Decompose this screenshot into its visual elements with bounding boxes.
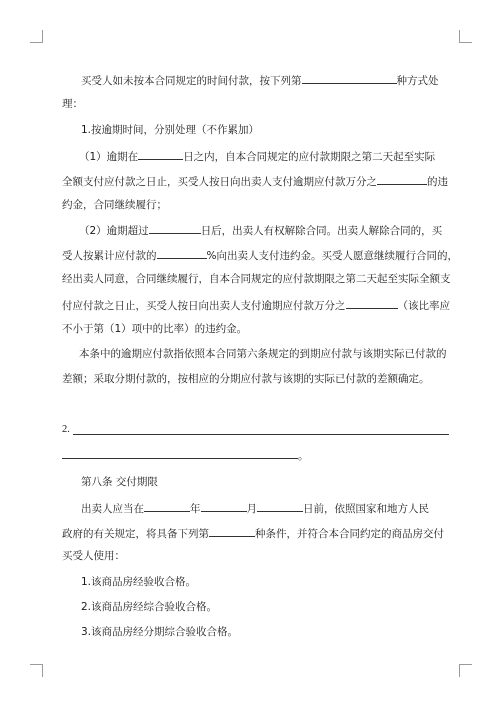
article8-line2: [62, 525, 444, 541]
condition-item-2: 2.该商品房经综合验收合格。: [81, 601, 218, 613]
text: 受人按累计应付款的: [62, 250, 157, 262]
days-blank: [149, 222, 201, 234]
month-blank: [201, 500, 247, 512]
option2-end: 。: [298, 450, 309, 462]
text: 出卖人应当在: [81, 503, 144, 515]
item2-line2: [62, 247, 458, 263]
option2-blank-line1: [73, 434, 449, 435]
item2-line4: [62, 297, 450, 313]
item2-line3: 经出卖人同意，合同继续履行，自本合同规定的应付款期限之第二天起至实际全额支: [62, 273, 451, 285]
text: 年: [190, 503, 201, 515]
item1-line1: [79, 148, 435, 164]
crop-mark-top-right: [459, 30, 472, 43]
text: 月: [246, 503, 257, 515]
text: 种条件，并符合本合同约定的商品房交付: [255, 528, 444, 540]
option2-blank-line2: [62, 458, 298, 459]
day-blank: [257, 500, 303, 512]
definition-line1: 本条中的逾期应付款指依照本合同第六条规定的到期应付款与该期实际已付款的: [79, 348, 447, 360]
section-heading-overdue: 1.按逾期时间，分别处理（不作累加）: [81, 124, 260, 136]
text: 付应付款之日止，买受人按日向出卖人支付逾期应付款万分之: [62, 300, 346, 312]
text: 日之内，自本合同规定的应付款期限之第二天起至实际: [183, 151, 436, 163]
article8-title: 第八条 交付期限: [81, 476, 158, 488]
rate-blank: [346, 297, 398, 309]
text: （该比率应: [397, 300, 450, 312]
crop-mark-bottom-left: [30, 664, 43, 677]
text: （2）逾期超过: [79, 225, 149, 237]
payment-method-line-end: 理：: [62, 98, 83, 110]
item1-line2: [62, 173, 448, 189]
item1-line3: 约金，合同继续履行；: [62, 199, 167, 211]
text: 买受人如未按本合同规定的时间付款，按下列第: [81, 75, 302, 87]
text: 日前，依照国家和地方人民: [303, 503, 429, 515]
text: （1）逾期在: [79, 151, 139, 163]
option2-number: 2.: [62, 424, 70, 435]
text: %向出卖人支付违约金。买受人愿意继续履行合同的，: [206, 250, 458, 262]
condition-item-1: 1.该商品房经验收合格。: [81, 576, 197, 588]
crop-mark-bottom-right: [459, 664, 472, 677]
crop-mark-top-left: [30, 30, 43, 43]
percent-blank: [157, 247, 207, 259]
method-blank: [302, 72, 397, 84]
text: 政府的有关规定，将具备下列第: [62, 528, 209, 540]
article8-line3: 买受人使用：: [62, 550, 125, 562]
condition-blank: [209, 525, 255, 537]
text: 的违: [427, 176, 448, 188]
text: 日后，出卖人有权解除合同。出卖人解除合同的，买: [200, 225, 443, 237]
year-blank: [144, 500, 190, 512]
text: 全额支付应付款之日止，买受人按日向出卖人支付逾期应付款万分之: [62, 176, 377, 188]
text: 种方式处: [396, 75, 439, 87]
rate-blank: [377, 173, 427, 185]
article8-line1: [81, 500, 429, 516]
item2-line5: 不小于第（1）项中的比率）的违约金。: [62, 323, 248, 335]
item2-line1: [79, 222, 442, 238]
condition-item-3: 3.该商品房经分期综合验收合格。: [81, 626, 239, 638]
payment-method-line: [81, 72, 439, 88]
days-blank: [138, 148, 183, 160]
definition-line2: 差额；采取分期付款的，按相应的分期应付款与该期的实际已付款的差额确定。: [62, 373, 430, 385]
